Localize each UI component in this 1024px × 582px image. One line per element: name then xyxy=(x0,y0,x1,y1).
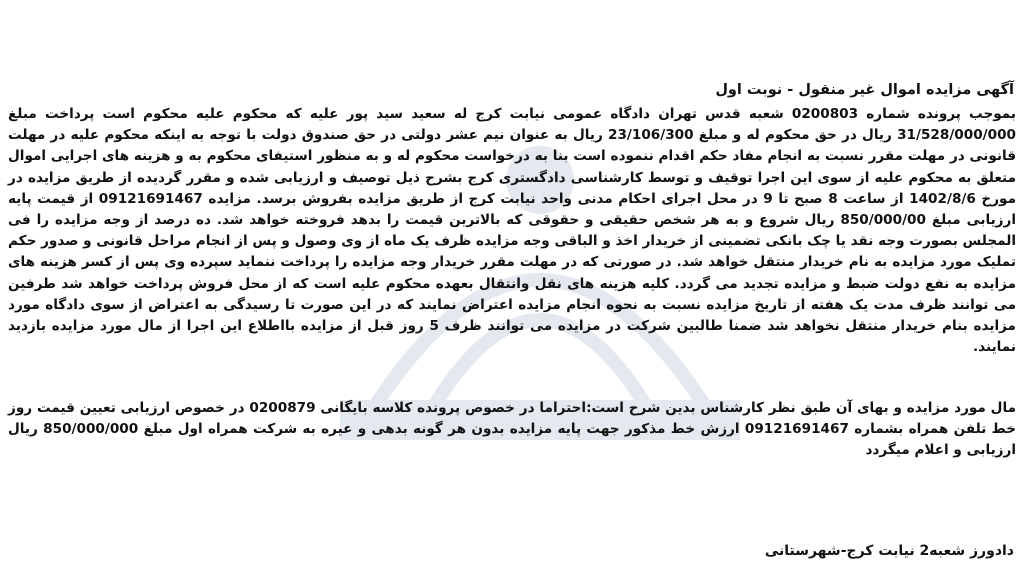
appraisal-paragraph: مال مورد مزایده و بهای آن طبق نظر کارشناس بدین شرح است:احتراما در خصوص پرونده کلاسه بایگانی 0200879 در خصوص ارزیابی تعیین قیمت روز خط تلفن همراه بشماره 09121691467 ارزش خط مذکور جهت پایه مزایده بدون هر گونه بدهی و عیره به شرکت همراه اول مبلغ 850/000/000 ریال ارزیابی و اعلام میگردد xyxy=(8,400,1016,459)
notice-title: آگهی مزایده اموال غیر منقول - نوبت اول xyxy=(715,82,1014,98)
notice-body-paragraph: بموجب پرونده شماره 0200803 شعبه قدس تهران دادگاه عمومی نیابت کرج له سعید سید پور علیه که محکوم علیه محکوم است پرداخت مبلغ 31/528/000/000 ریال در حق محکوم له و مبلغ 23/106/300 ریال به عنوان نیم عشر دولتی در حق صندوق دولت با توجه به اینکه محکوم علیه در مهلت قانونی در مهلت مقرر نسبت به انجام مفاد حکم اقدام ننموده است بنا به درخواست محکوم له و به منظور استیفای محکوم به و هزینه های اجرایی اموال متعلق به محکوم علیه از سوی این اجرا توقیف و توسط کارشناسی دادگستری کرج بشرح ذیل توصیف و ارزیابی شده و مقرر گردیده از طریق مزایده در مورخ 1402/8/6 از ساعت 8 صبح تا 9 در محل اجرای احکام مدنی واحد نیابت کرج از طریق مزایده بفروش برسد. مزایده 09121691467 از قیمت پایه ارزیابی مبلغ 850/000/00 ریال شروع و به هر شخص حقیقی و حقوقی که بالاترین قیمت را بدهد فروخته خواهد شد. ده درصد از وجه مزایده را فی المجلس بصورت وجه نقد یا چک بانکی تضمینی از خریدار اخذ و الباقی وجه مزایده ظرف یک ماه از وی وصول و پس از انجام مراحل قانونی و صدور حکم تملیک مورد مزایده به نام خریدار منتقل خواهد شد. در صورتی که در مهلت مقرر خریدار وجه مزایده را پرداخت ننماید سپرده وی پس از کسر هزینه های مزایده به نفع دولت ضبط و مزایده تجدید می گردد. کلیه هزینه های نقل وانتقال بعهده محکوم علیه است که از محل فروش پرداخت خواهد شد طرفین می توانند ظرف مدت یک هفته از تاریخ مزایده نسبت به نحوه انجام مزایده اعتراض نمایند که در این صورت تا رسیدگی به اعتراض از سوی دادگاه مورد مزایده بنام خریدار منتقل نخواهد شد ضمنا طالبین شرکت در مزایده می توانند ظرف 5 روز قبل از مزایده بااطلاع این اجرا از مال مورد مزایده بازدید نمایند. xyxy=(8,106,1017,356)
signature-line: دادورز شعبه2 نیابت کرج-شهرستانی xyxy=(764,543,1014,559)
